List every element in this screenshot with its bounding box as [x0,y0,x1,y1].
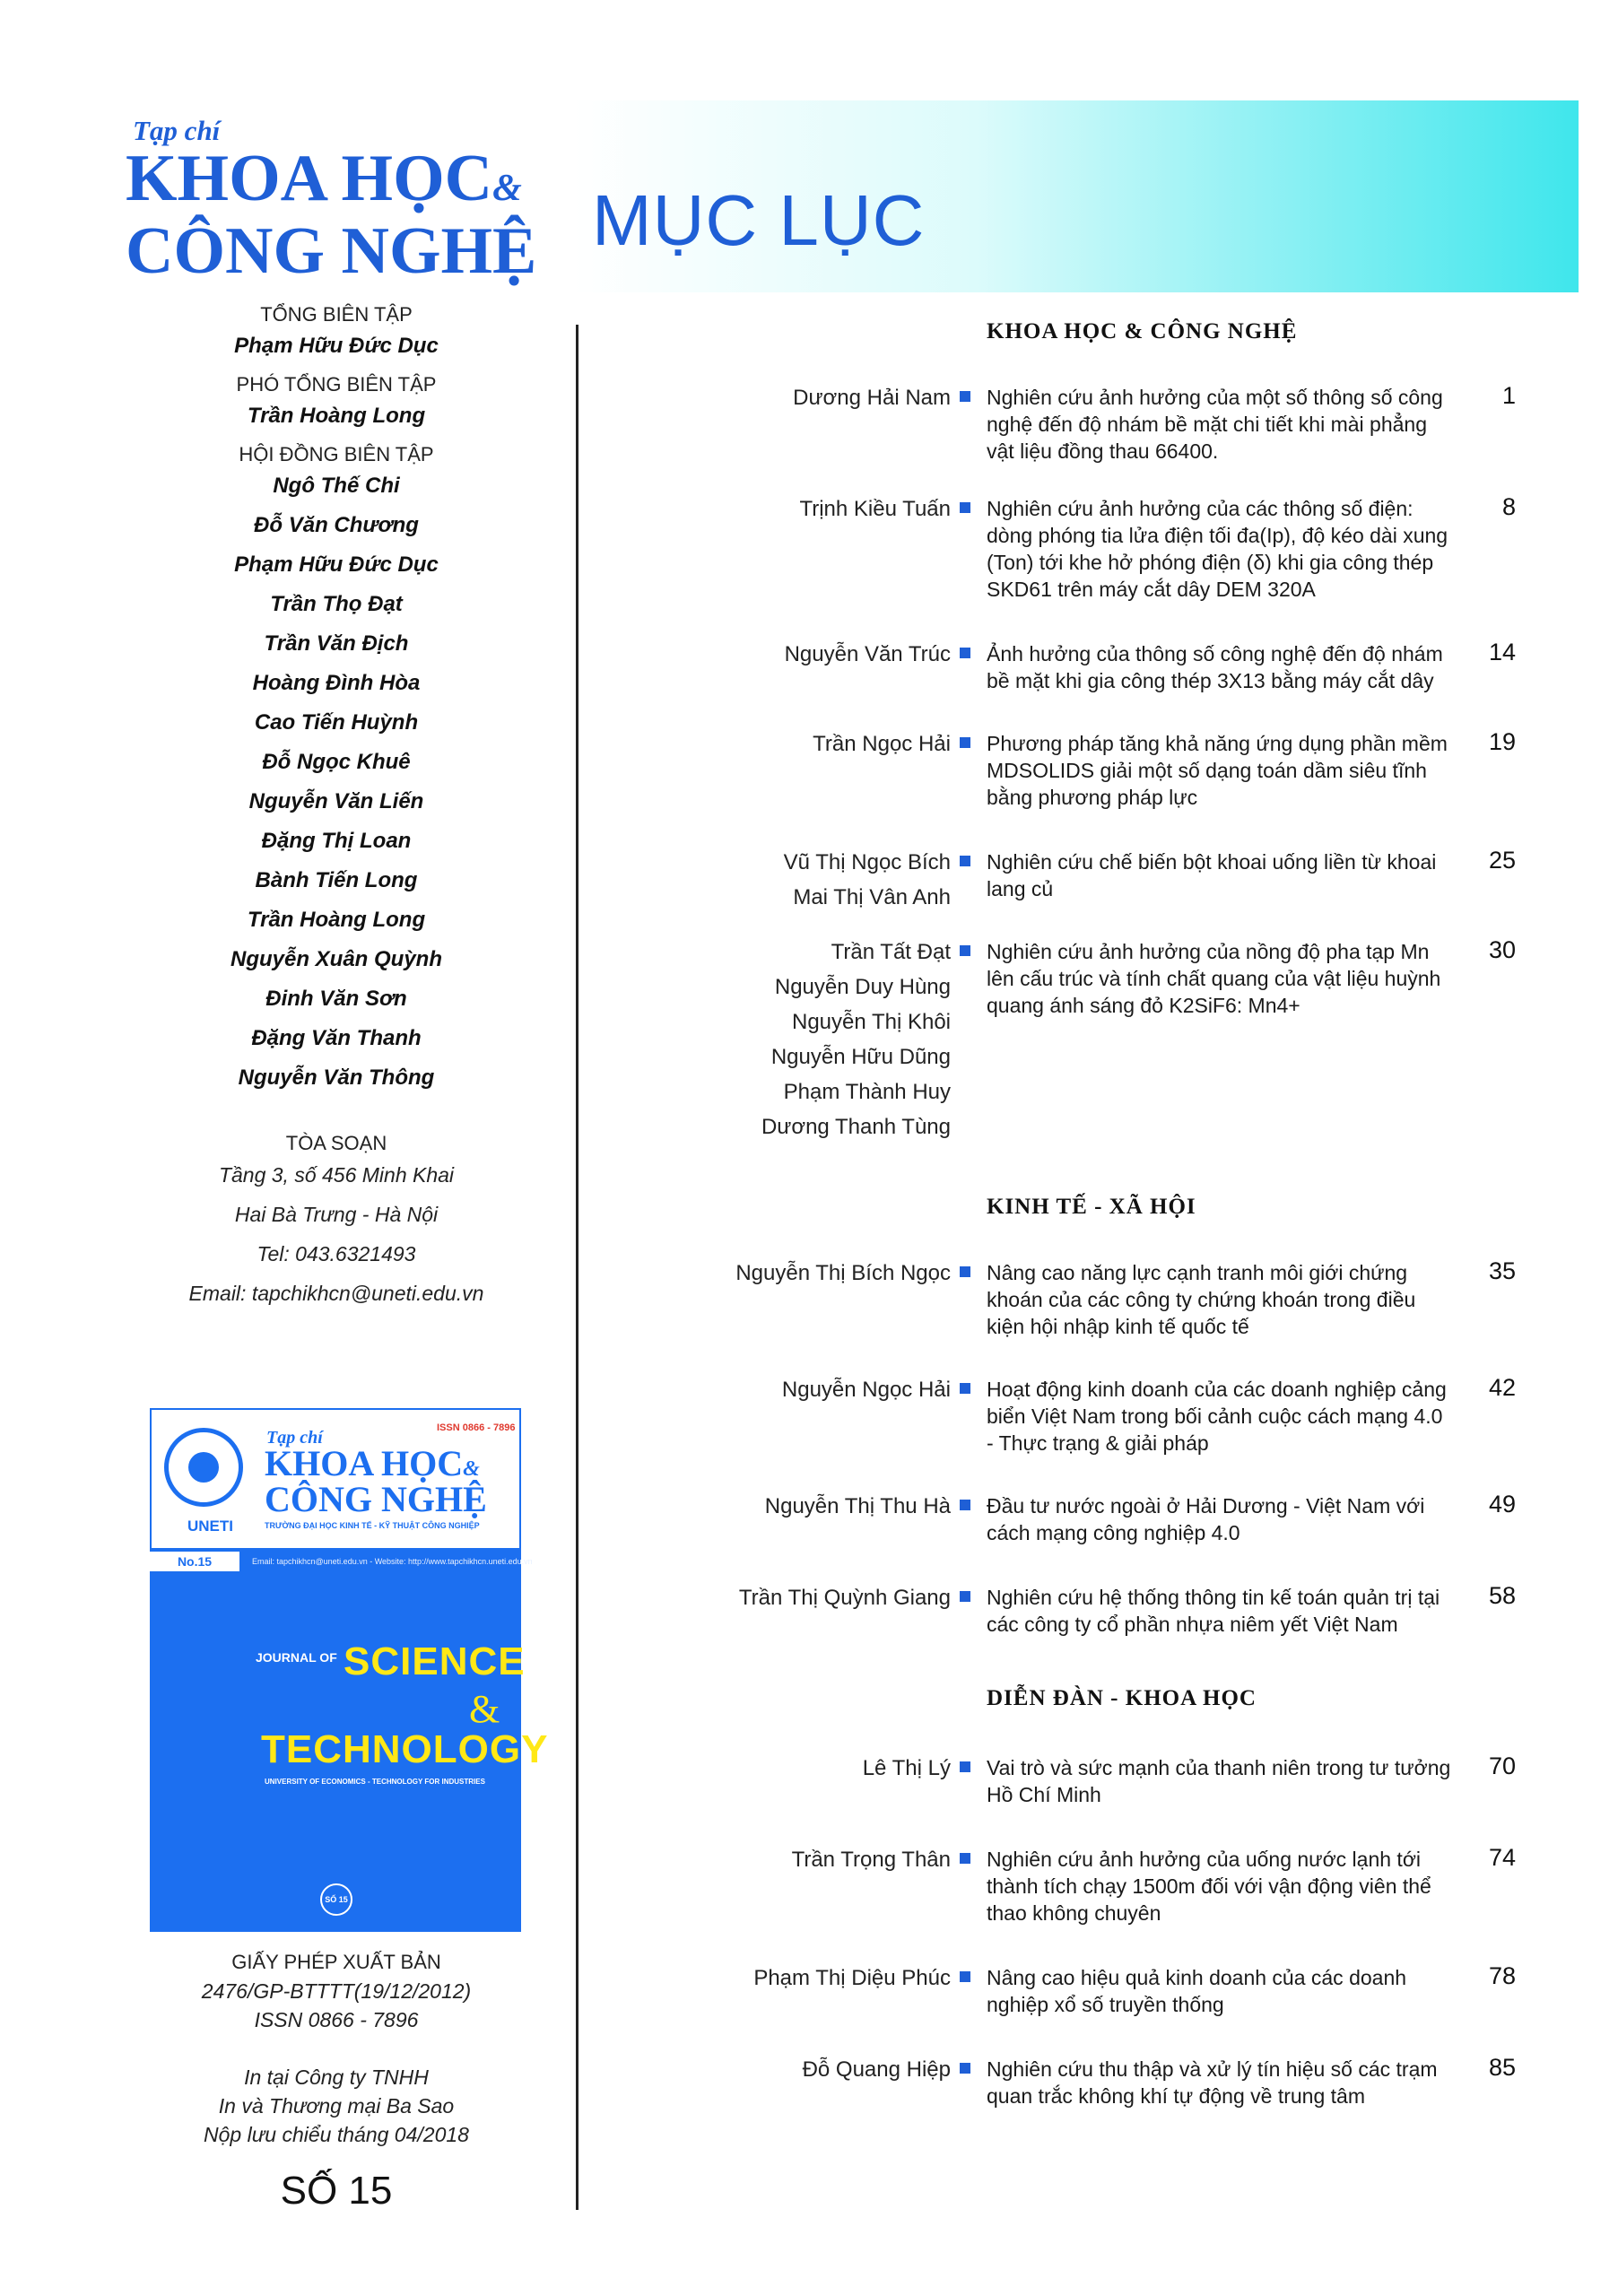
entry-authors [592,637,951,672]
section-heading: DIỄN ĐÀN - KHOA HỌC [987,1686,1257,1710]
cover-tap-chi: Tạp chí [266,1428,323,1448]
entry-authors [592,1489,951,1524]
masthead-khoa-hoc: KHOA HỌC [126,142,493,215]
office-email: Email: tapchikhcn@uneti.edu.vn [188,1282,484,1305]
masthead-tap-chi: Tạp chí [133,115,221,146]
page-number: 1 [1501,382,1516,409]
bullet-icon [960,1761,970,1772]
article-title: Đầu tư nước ngoài ở Hải Dương - Việt Nam với cách mạng công nghiệp 4.0 [987,1494,1425,1544]
cover-number: No.15 [150,1552,239,1571]
page-number: 74 [1488,1844,1516,1871]
masthead-line-2: CÔNG NGHỆ [126,214,537,288]
cover-line-2: CÔNG NGHỆ [265,1479,487,1519]
deputy-editor-name: Trần Hoàng Long [247,404,426,428]
author-name: Nguyễn Văn Trúc [784,642,951,666]
page-number: 8 [1501,493,1516,520]
page-number: 42 [1488,1374,1516,1401]
author-name: Trần Tất Đạt [831,940,951,964]
author-name: Nguyễn Thị Bích Ngọc [735,1261,951,1285]
author-name: Trần Trọng Thân [791,1848,951,1872]
column-divider [576,325,578,2210]
author-name: Phạm Thị Diệu Phúc [753,1966,951,1990]
board-member: Đặng Văn Thanh [251,1026,422,1050]
issue-number: SỐ 15 [280,2169,393,2213]
article-title: Nghiên cứu ảnh hưởng của các thông số điện: dòng phóng tia lửa điện tối đa(Ip), độ kéo dài xung (Ton) tới khe hở phóng điện (δ) khi gia công thép SKD61 trên máy cắt dây DEM 320A [987,497,1448,601]
entry-authors [592,845,951,915]
board-member: Đỗ Văn Chương [254,513,419,537]
article-title: Hoạt động kinh doanh của các doanh nghiệp cảng biển Việt Nam trong bối cảnh cuộc cách mạng 4.0 - Thực trạng & giải pháp [987,1378,1447,1455]
board-member: Đặng Thị Loan [261,829,412,853]
board-member: Đinh Văn Sơn [265,987,407,1011]
cover-subtitle: TRƯỜNG ĐẠI HỌC KINH TẾ - KỸ THUẬT CÔNG NGHIỆP [265,1521,480,1530]
author-name: Phạm Thành Huy [783,1080,951,1104]
board-member: Cao Tiến Huỳnh [254,710,419,735]
page-number: 25 [1488,847,1516,874]
board-member: Trần Văn Địch [264,631,409,656]
printing-info [99,2063,574,2149]
author-name: Nguyễn Duy Hùng [774,975,951,999]
page-number: 78 [1488,1962,1516,1989]
board-member: Ngô Thế Chi [273,474,400,498]
author-name: Lê Thị Lý [862,1756,951,1780]
license-label: GIẤY PHÉP XUẤT BẢN [231,1951,441,1973]
page-number: 30 [1488,936,1516,963]
entry-authors [592,1372,951,1407]
office-label: TÒA SOẠN [285,1132,387,1154]
board-member: Phạm Hữu Đức Dục [234,552,439,577]
cover-khoa-hoc: KHOA HỌC [265,1443,464,1483]
office-info [99,1132,574,1313]
author-name: Nguyễn Ngọc Hải [781,1378,951,1402]
university-logo-icon [164,1428,243,1507]
entry-authors [592,1842,951,1877]
author-name: Mai Thị Vân Anh [793,885,951,909]
entry-authors [592,380,951,415]
entry-authors [592,2052,951,2087]
cover-science: SCIENCE [344,1639,526,1683]
deputy-editor-label: PHÓ TỔNG BIÊN TẬP [236,373,437,396]
page-number: 14 [1488,639,1516,665]
publication-license [99,1948,574,2034]
author-name: Trịnh Kiều Tuấn [799,497,951,521]
author-name: Nguyễn Thị Thu Hà [764,1494,951,1518]
board-member: Nguyễn Văn Liến [248,789,424,813]
printing-line-1: In tại Công ty TNHH [244,2066,429,2089]
article-title: Vai trò và sức mạnh của thanh niên trong tư tưởng Hồ Chí Minh [987,1756,1451,1806]
bullet-icon [960,648,970,658]
chief-editor-name: Phạm Hữu Đức Dục [234,334,439,358]
article-title: Nghiên cứu ảnh hưởng của nồng độ pha tạp Mn lên cấu trúc và tính chất quang của vật liệu huỳnh quang ánh sáng đỏ K2SiF6: Mn4+ [987,940,1441,1017]
board-member: Nguyễn Xuân Quỳnh [230,947,442,971]
board-member: Bành Tiến Long [255,868,418,892]
article-title: Nâng cao hiệu quả kinh doanh của các doanh nghiệp xổ số truyền thống [987,1966,1407,2016]
author-name: Trần Ngọc Hải [813,732,951,756]
entry-authors [592,1256,951,1291]
bullet-icon [960,1266,970,1277]
article-title: Ảnh hưởng của thông số công nghệ đến độ nhám bề mặt khi gia công thép 3X13 bằng máy cắt dây [987,642,1443,692]
bullet-icon [960,2063,970,2074]
board-member: Hoàng Đình Hòa [252,671,421,695]
article-title: Nghiên cứu chế biến bột khoai uống liền từ khoai lang củ [987,850,1437,900]
bullet-icon [960,856,970,866]
section-heading: KHOA HỌC & CÔNG NGHỆ [987,319,1298,344]
bullet-icon [960,1591,970,1602]
bullet-icon [960,1500,970,1510]
page-number: 35 [1488,1257,1516,1284]
cover-issue-badge: SỐ 15 [320,1883,352,1916]
author-name: Trần Thị Quỳnh Giang [738,1586,951,1610]
masthead-logo [126,115,556,288]
entry-authors [592,1961,951,1996]
section-heading: KINH TẾ - XÃ HỘI [987,1195,1196,1219]
board-label: HỘI ĐỒNG BIÊN TẬP [239,443,434,465]
page-number: 19 [1488,728,1516,755]
bullet-icon [960,391,970,402]
cover-journal-of: JOURNAL OF [256,1650,337,1665]
page-number: 85 [1488,2054,1516,2081]
office-tel: Tel: 043.6321493 [257,1242,416,1265]
author-name: Nguyễn Hữu Dũng [770,1045,951,1069]
page-title: MỤC LỤC [592,180,926,260]
office-address-1: Tầng 3, số 456 Minh Khai [218,1163,455,1187]
masthead-ampersand: & [492,168,522,209]
license-issn: ISSN 0866 - 7896 [254,2008,419,2031]
bullet-icon [960,1383,970,1394]
bullet-icon [960,1853,970,1864]
editorial-board [99,303,574,1313]
entry-authors [592,1751,951,1786]
cover-uneti: UNETI [187,1518,233,1535]
author-name: Dương Hải Nam [793,386,951,410]
cover-university: UNIVERSITY OF ECONOMICS - TECHNOLOGY FOR INDUSTRIES [265,1778,485,1786]
page-number: 58 [1488,1582,1516,1609]
cover-ampersand-2: & [469,1687,500,1731]
article-title: Nghiên cứu ảnh hưởng của một số thông số công nghệ đến độ nhám bề mặt chi tiết khi mài phẳng vật liệu đồng thau 66400. [987,386,1443,463]
author-name: Dương Thanh Tùng [761,1115,951,1139]
masthead-line-1 [126,142,556,220]
board-member: Trần Thọ Đạt [270,592,403,616]
printing-line-2: In và Thương mại Ba Sao [218,2094,455,2118]
chief-editor-label: TỔNG BIÊN TẬP [260,303,413,326]
printing-line-3: Nộp lưu chiểu tháng 04/2018 [204,2123,469,2146]
bullet-icon [960,502,970,513]
entry-authors [592,935,951,1144]
cover-ampersand: & [463,1457,480,1481]
office-address-2: Hai Bà Trưng - Hà Nội [234,1203,439,1226]
bullet-icon [960,1971,970,1982]
article-title: Nghiên cứu hệ thống thông tin kế toán quản trị tại các công ty cổ phần nhựa niêm yết Việt Nam [987,1586,1440,1636]
entry-authors [592,726,951,761]
title-banner [574,100,1579,292]
board-member: Đỗ Ngọc Khuê [262,750,411,774]
cover-header [150,1408,521,1550]
article-title: Nâng cao năng lực cạnh tranh môi giới chứng khoán của các công ty chứng khoán trong điều kiện hội nhập kinh tế quốc tế [987,1261,1416,1338]
journal-cover-image [150,1408,549,1932]
page-number: 70 [1488,1752,1516,1779]
board-member: Trần Hoàng Long [247,908,426,932]
article-title: Nghiên cứu ảnh hưởng của uống nước lạnh tới thành tích chạy 1500m đối với vận động viên thể thao không chuyên [987,1848,1431,1925]
page-number: 49 [1488,1491,1516,1518]
article-title: Nghiên cứu thu thập và xử lý tín hiệu số các trạm quan trắc không khí tự động về trung tâm [987,2057,1438,2108]
author-name: Vũ Thị Ngọc Bích [783,850,951,874]
bullet-icon [960,945,970,956]
cover-contact: Email: tapchikhcn@uneti.edu.vn - Website: http://www.tapchikhcn.uneti.edu.vn [252,1557,533,1566]
license-number: 2476/GP-BTTTT(19/12/2012) [201,1979,472,2003]
article-title: Phương pháp tăng khả năng ứng dụng phần mềm MDSOLIDS giải một số dạng toán dầm siêu tĩnh bằng phương pháp lực [987,732,1448,809]
cover-technology: TECHNOLOGY [261,1727,549,1771]
author-name: Nguyễn Thị Khôi [792,1010,951,1034]
entry-authors [592,1580,951,1615]
bullet-icon [960,737,970,748]
cover-issn: ISSN 0866 - 7896 [437,1422,516,1433]
author-name: Đỗ Quang Hiệp [802,2057,951,2082]
entry-authors [592,491,951,526]
board-member: Nguyễn Văn Thông [238,1065,435,1090]
